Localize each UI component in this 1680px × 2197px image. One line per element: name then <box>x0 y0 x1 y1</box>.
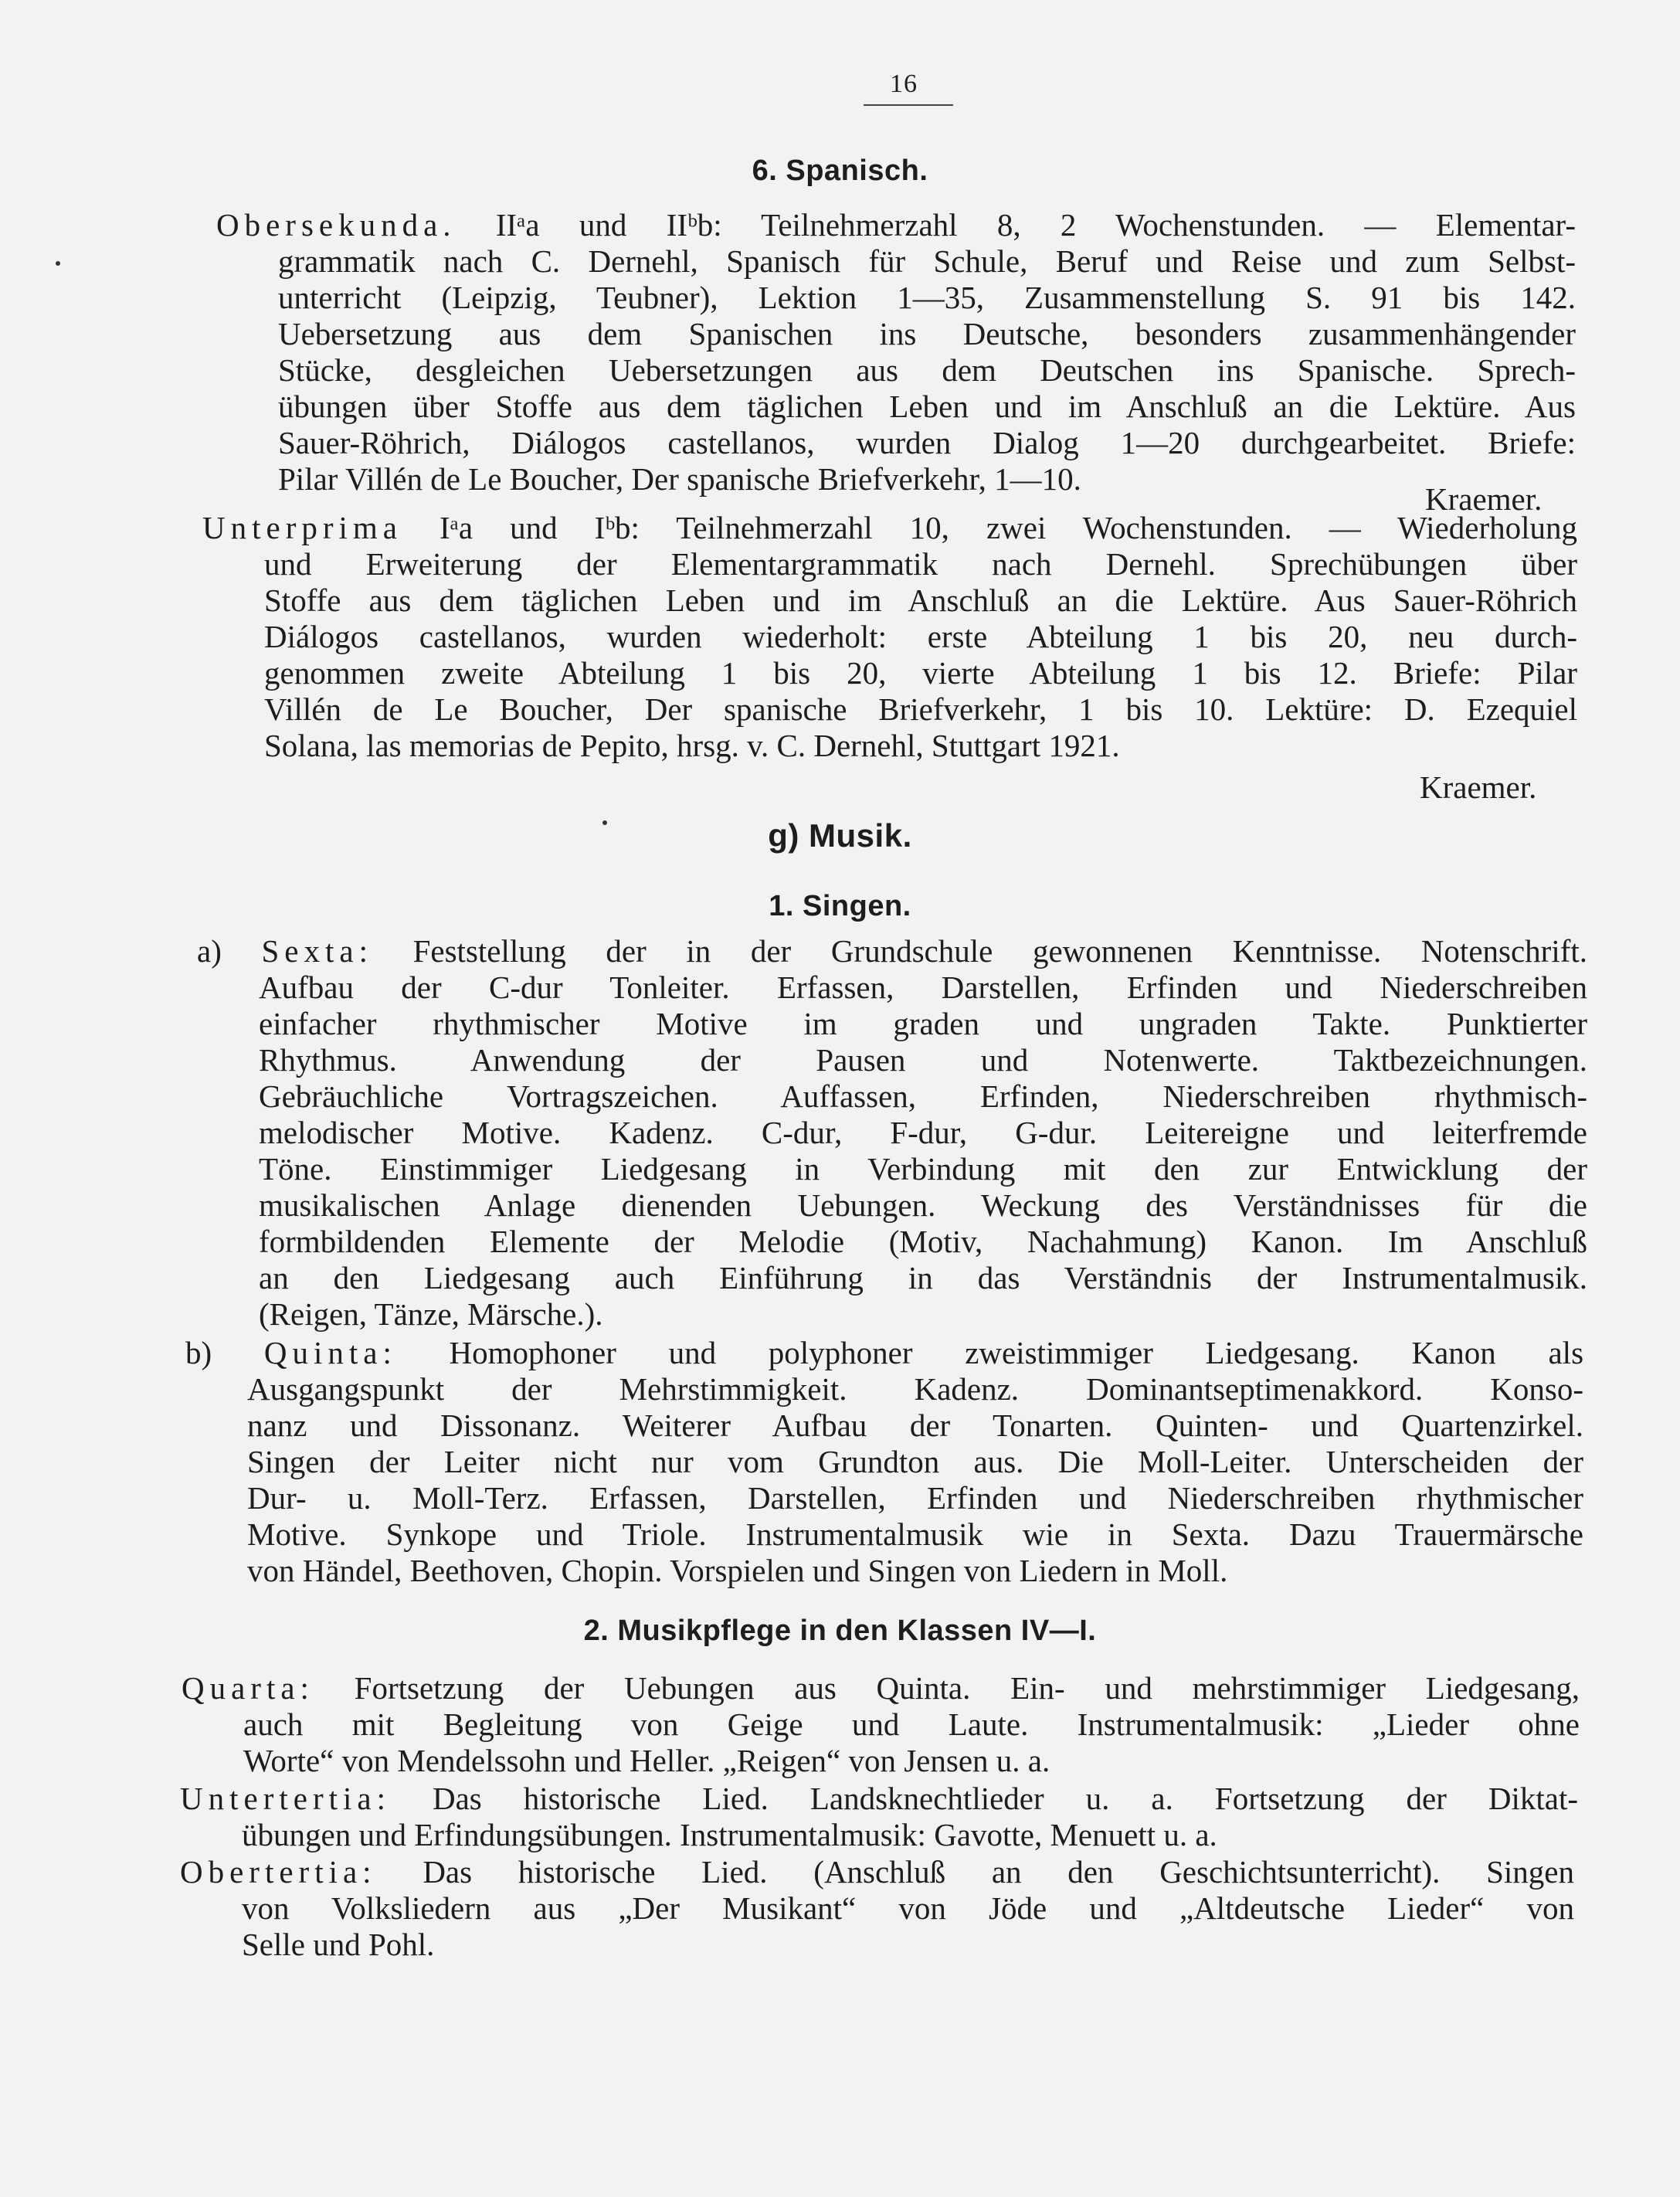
text-line: Quarta: Fortsetzung der Uebungen aus Quinta. Ein- und mehrstimmiger Liedgesang, <box>182 1670 1580 1706</box>
text-line: Stoffe aus dem täglichen Leben und im Anschluß an die Lektüre. Aus Sauer-Röhrich <box>264 582 1577 618</box>
text-line: Ausgangspunkt der Mehrstimmigkeit. Kadenz. Dominantseptimenakkord. Konso- <box>247 1371 1583 1407</box>
subheading-musikpflege: 2. Musikpflege in den Klassen IV—I. <box>583 1615 1097 1647</box>
text-line: und Erweiterung der Elementargrammatik nach Dernehl. Sprechübungen über <box>264 546 1577 582</box>
text-line: a) Sexta: Feststellung der in der Grundschule gewonnenen Kenntnisse. Notenschrift. <box>197 933 1588 969</box>
class-label: Unterprima <box>202 510 402 545</box>
class-label: Quinta: <box>263 1335 397 1370</box>
text-line: Gebräuchliche Vortragszeichen. Auffassen, Erfinden, Niederschreiben rhythmisch- <box>259 1078 1587 1114</box>
item-prefix: b) <box>185 1335 212 1370</box>
text-line: musikalischen Anlage dienenden Uebungen. Weckung des Verständnisses für die <box>259 1187 1587 1223</box>
class-label: Obersekunda. <box>216 207 456 243</box>
text-line: Rhythmus. Anwendung der Pausen und Notenwerte. Taktbezeichnungen. <box>259 1042 1587 1078</box>
class-label: Obertertia: <box>180 1854 377 1890</box>
page-number-rule <box>864 104 953 106</box>
paragraph-sexta <box>197 933 1587 1333</box>
text-line: unterricht (Leipzig, Teubner), Lektion 1—35, Zusammenstellung S. 91 bis 142. <box>278 280 1576 315</box>
item-prefix: a) <box>197 933 222 969</box>
signature-kraemer: Kraemer. <box>1420 769 1537 805</box>
text-line: übungen über Stoffe aus dem täglichen Leben und im Anschluß an die Lektüre. Aus <box>278 389 1576 424</box>
text-line: nanz und Dissonanz. Weiterer Aufbau der Tonarten. Quinten- und Quartenzirkel. <box>247 1408 1583 1443</box>
text-line: (Reigen, Tänze, Märsche.). <box>259 1296 603 1332</box>
text-line: Untertertia: Das historische Lied. Landsknechtlieder u. a. Fortsetzung der Diktat- <box>180 1781 1579 1816</box>
section-heading-musik: g) Musik. <box>768 817 912 854</box>
class-label: Sexta: <box>261 933 373 969</box>
paragraph-untertertia <box>180 1781 1578 1853</box>
class-label: Quarta: <box>182 1670 314 1706</box>
paragraph-quinta <box>185 1335 1583 1589</box>
speck-mark <box>56 261 60 266</box>
text-line: melodischer Motive. Kadenz. C-dur, F-dur, G-dur. Leitereigne und leiterfremde <box>259 1115 1587 1150</box>
text-line: Pilar Villén de Le Boucher, Der spanische Briefverkehr, 1—10. <box>278 461 1081 497</box>
section-heading-spanisch: 6. Spanisch. <box>752 155 928 187</box>
text-line: Töne. Einstimmiger Liedgesang in Verbindung mit den zur Entwicklung der <box>259 1151 1587 1187</box>
text-line: genommen zweite Abteilung 1 bis 20, vierte Abteilung 1 bis 12. Briefe: Pilar <box>264 655 1577 691</box>
text-line: grammatik nach C. Dernehl, Spanisch für Schule, Beruf und Reise und zum Selbst- <box>278 243 1576 279</box>
text-line: Worte“ von Mendelssohn und Heller. „Reigen“ von Jensen u. a. <box>243 1743 1050 1778</box>
text-line: an den Liedgesang auch Einführung in das Verständnis der Instrumentalmusik. <box>259 1260 1587 1295</box>
text-line: Obertertia: Das historische Lied. (Anschluß an den Geschichtsunterricht). Singen <box>180 1854 1574 1890</box>
signature-kraemer: Kraemer. <box>1425 481 1543 517</box>
text-line: einfacher rhythmischer Motive im graden und ungraden Takte. Punktierter <box>259 1006 1587 1041</box>
text-line: übungen und Erfindungsübungen. Instrumentalmusik: Gavotte, Menuett u. a. <box>242 1817 1217 1852</box>
text-line: auch mit Begleitung von Geige und Laute. Instrumentalmusik: „Lieder ohne <box>243 1706 1580 1742</box>
subheading-singen: 1. Singen. <box>769 890 911 922</box>
paragraph-obertertia <box>180 1854 1574 1963</box>
text-line: Motive. Synkope und Triole. Instrumentalmusik wie in Sexta. Dazu Trauermärsche <box>247 1516 1583 1552</box>
text-line: Diálogos castellanos, wurden wiederholt: erste Abteilung 1 bis 20, neu durch- <box>264 619 1577 654</box>
text-line: Dur- u. Moll-Terz. Erfassen, Darstellen, Erfinden und Niederschreiben rhythmischer <box>247 1480 1583 1516</box>
text-line: von Händel, Beethoven, Chopin. Vorspielen und Singen von Liedern in Moll. <box>247 1553 1228 1588</box>
text-line: Uebersetzung aus dem Spanischen ins Deutsche, besonders zusammenhängender <box>278 316 1576 351</box>
text-line: Solana, las memorias de Pepito, hrsg. v. C. Dernehl, Stuttgart 1921. <box>264 728 1120 763</box>
text-line: formbildenden Elemente der Melodie (Motiv, Nachahmung) Kanon. Im Anschluß <box>259 1224 1587 1259</box>
paragraph-obersekunda <box>216 207 1576 497</box>
paragraph-quarta <box>182 1670 1580 1779</box>
text-line: Aufbau der C-dur Tonleiter. Erfassen, Darstellen, Erfinden und Niederschreiben <box>259 969 1587 1005</box>
text-line: von Volksliedern aus „Der Musikant“ von Jöde und „Altdeutsche Lieder“ von <box>242 1890 1574 1926</box>
text-line: b) Quinta: Homophoner und polyphoner zweistimmiger Liedgesang. Kanon als <box>185 1335 1584 1370</box>
text-line: Villén de Le Boucher, Der spanische Briefverkehr, 1 bis 10. Lektüre: D. Ezequiel <box>264 691 1577 727</box>
paragraph-unterprima <box>202 510 1577 764</box>
class-label: Untertertia: <box>180 1781 391 1816</box>
text-line: Singen der Leiter nicht nur vom Grundton aus. Die Moll-Leiter. Unterscheiden der <box>247 1444 1583 1479</box>
page-number: 16 <box>890 70 918 98</box>
text-line: Obersekunda. IIᵃa und IIᵇb: Teilnehmerzahl 8, 2 Wochenstunden. — Elementar- <box>216 207 1576 243</box>
text-line: Selle und Pohl. <box>242 1927 435 1962</box>
text-line: Sauer-Röhrich, Diálogos castellanos, wurden Dialog 1—20 durchgearbeitet. Briefe: <box>278 425 1576 460</box>
text-line: Unterprima Iᵃa und Iᵇb: Teilnehmerzahl 10, zwei Wochenstunden. — Wiederholung <box>202 510 1577 545</box>
text-line: Stücke, desgleichen Uebersetzungen aus dem Deutschen ins Spanische. Sprech- <box>278 352 1576 388</box>
